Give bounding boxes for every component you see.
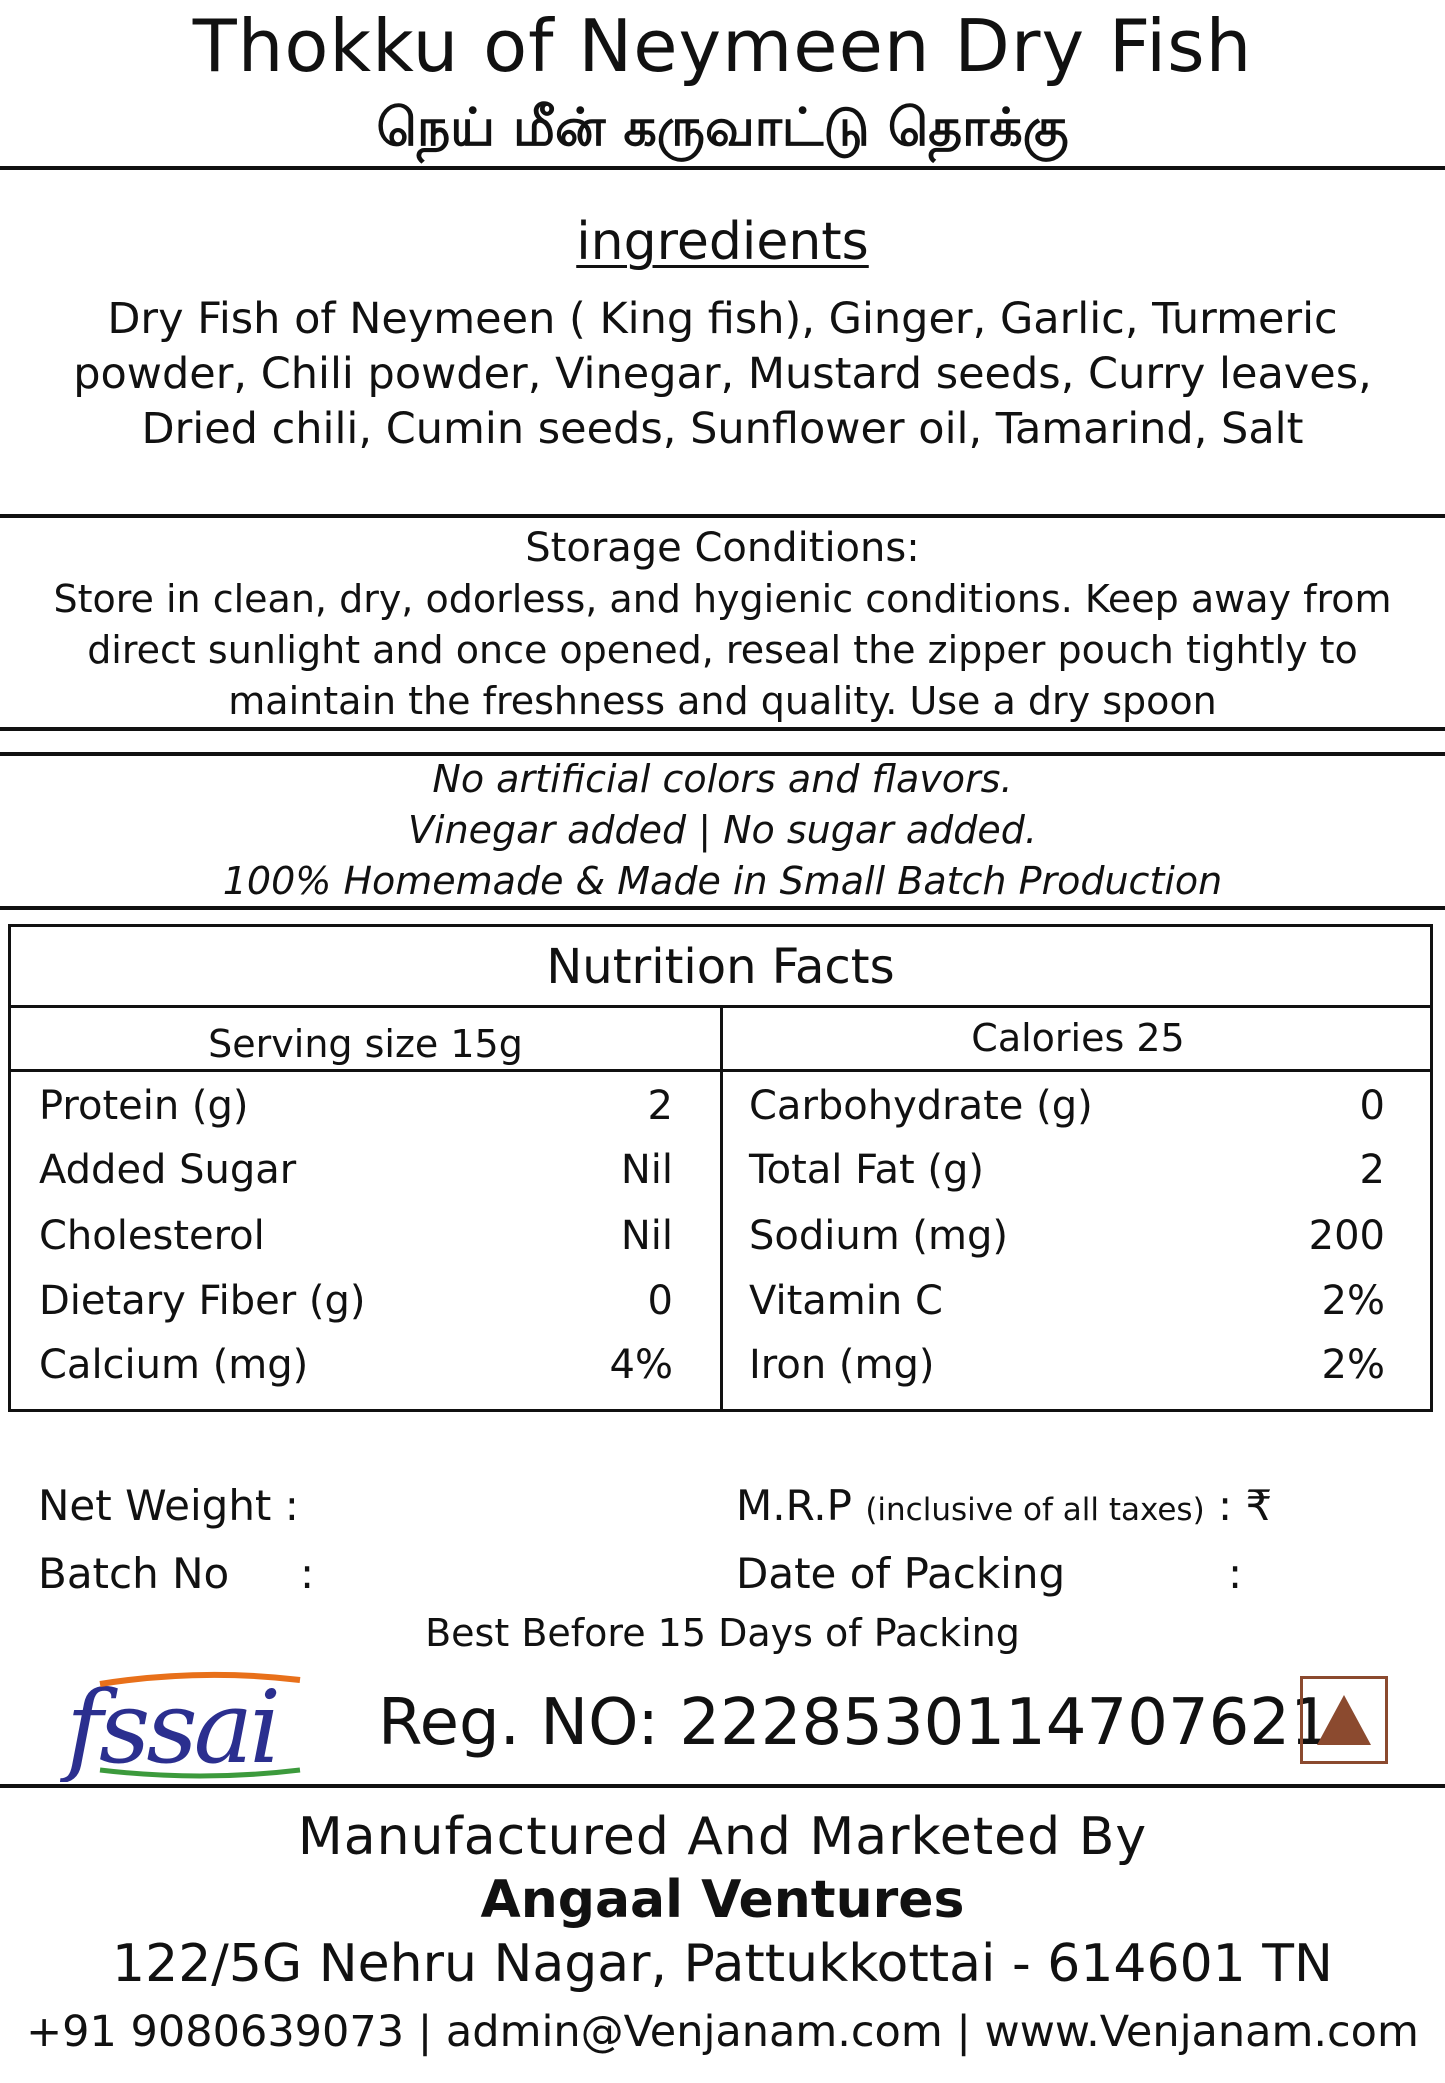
nutrient-value: 2% [1321, 1278, 1385, 1324]
best-before: Best Before 15 Days of Packing [425, 1611, 1020, 1655]
nutrient-label: Iron (mg) [749, 1342, 935, 1388]
calories: Calories 25 [971, 1016, 1185, 1060]
batch-no-colon: : [300, 1549, 315, 1598]
divider-fssai [0, 1784, 1445, 1788]
nutrient-label: Sodium (mg) [749, 1213, 1008, 1259]
nutrient-label: Vitamin C [749, 1278, 943, 1324]
product-title-tamil: நெய் மீன் கருவாட்டு தொக்கு [376, 98, 1069, 158]
nutrient-label: Total Fat (g) [749, 1147, 984, 1193]
nutrition-column-divider [720, 1008, 723, 1412]
nutrient-label: Added Sugar [39, 1147, 297, 1193]
mrp-label [736, 1480, 1272, 1536]
ingredients-heading: ingredients [576, 212, 869, 272]
nutrient-value: 0 [647, 1278, 673, 1324]
batch-no-label: Batch No [38, 1549, 230, 1598]
note-line: 100% Homemade & Made in Small Batch Production [222, 859, 1223, 903]
mrp-currency: : ₹ [1218, 1481, 1273, 1530]
nutrient-label: Cholesterol [39, 1213, 265, 1259]
manufactured-by: Manufactured And Marketed By [297, 1807, 1148, 1867]
divider-storage-top [0, 727, 1445, 731]
divider-notes [0, 906, 1445, 910]
note-line: No artificial colors and flavors. [432, 757, 1013, 801]
storage-text: Store in clean, dry, odorless, and hygienic conditions. Keep away from direct sunlight and once opened, reseal the zipper pouch tightly to maintain the freshness and quality. Use a dry spoon [53, 577, 1392, 723]
nutrient-label: Dietary Fiber (g) [39, 1278, 366, 1324]
svg-text:fssai: fssai [66, 1669, 278, 1782]
storage-heading: Storage Conditions: [525, 525, 920, 571]
nutrient-value: Nil [620, 1147, 673, 1193]
nutrient-value: 0 [1359, 1083, 1385, 1129]
company-address: 122/5G Nehru Nagar, Pattukkottai - 614601 TN [112, 1934, 1333, 1994]
divider-ingredients [0, 514, 1445, 518]
nutrition-facts-table [8, 924, 1433, 1412]
company-name: Angaal Ventures [480, 1870, 965, 1930]
divider-header [0, 166, 1445, 170]
net-weight-label: Net Weight : [38, 1481, 299, 1530]
nutrition-title: Nutrition Facts [546, 939, 895, 995]
product-notes [0, 754, 1445, 907]
mrp-text: M.R.P [736, 1481, 852, 1530]
contact-line: +91 9080639073 | admin@Venjanam.com | www.Venjanam.com [26, 2007, 1419, 2057]
fssai-registration-number: Reg. NO: 22285301147076​21 [378, 1686, 1331, 1760]
nutrient-label: Carbohydrate (g) [749, 1083, 1093, 1129]
product-title-english: Thokku of Neymeen Dry Fish [192, 4, 1253, 88]
nutrient-value: 4% [609, 1342, 673, 1388]
nutrient-value: 200 [1308, 1213, 1385, 1259]
nutrient-label: Protein (g) [39, 1083, 249, 1129]
nutrient-value: 2 [647, 1083, 673, 1129]
mrp-tax-note: (inclusive of all taxes) [865, 1492, 1205, 1528]
non-veg-icon [1300, 1676, 1388, 1764]
note-line: Vinegar added | No sugar added. [408, 808, 1037, 852]
nutrient-label: Calcium (mg) [39, 1342, 309, 1388]
date-of-packing-label: Date of Packing [736, 1549, 1066, 1598]
nutrient-value: Nil [620, 1213, 673, 1259]
serving-size: Serving size 15g [208, 1022, 523, 1066]
date-of-packing-colon: : [1228, 1549, 1243, 1598]
nutrient-value: 2% [1321, 1342, 1385, 1388]
nutrient-value: 2 [1359, 1147, 1385, 1193]
fssai-logo [60, 1662, 310, 1782]
ingredients-text: Dry Fish of Neymeen ( King fish), Ginger, Garlic, Turmeric powder, Chili powder, Vinegar, Mustard seeds, Curry leaves, Dried chili, Cumin seeds, Sunflower oil, Tamarind, Salt [73, 294, 1372, 454]
